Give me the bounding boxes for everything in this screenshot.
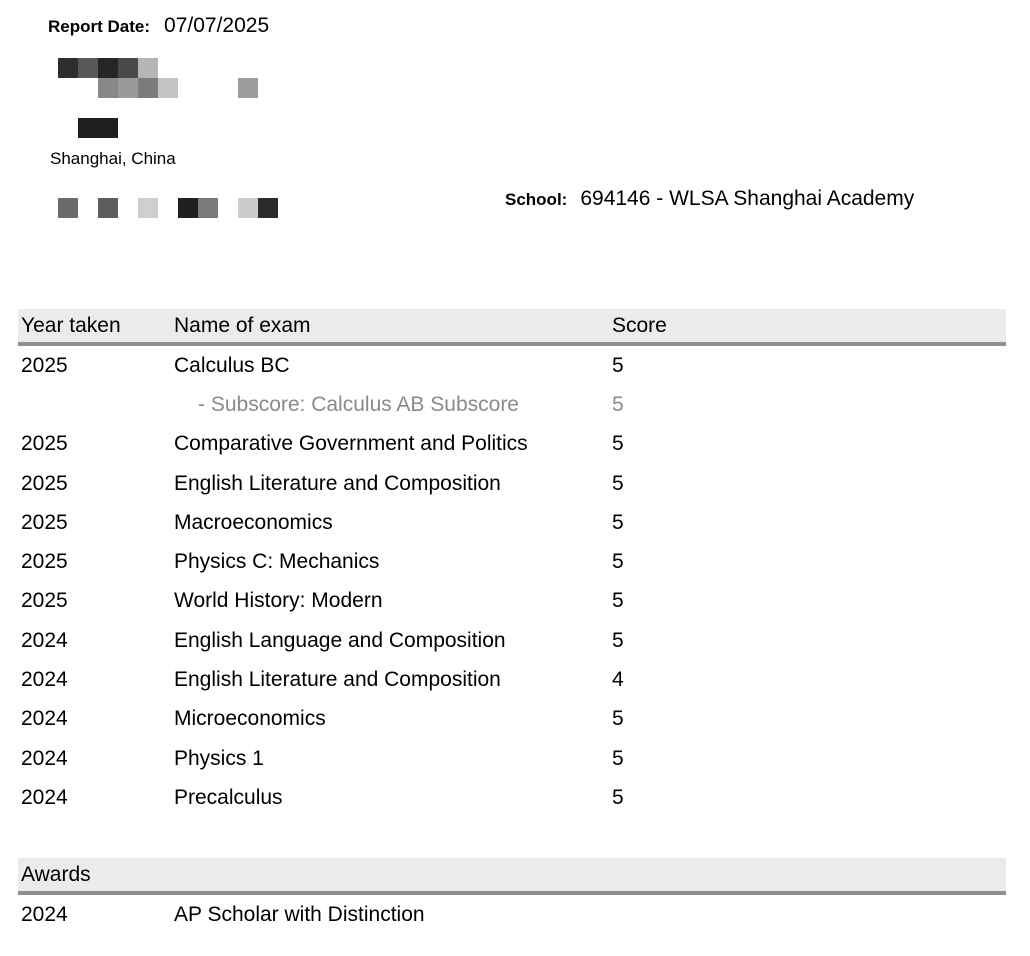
score-cell: 5	[612, 785, 624, 809]
exam-cell: English Language and Composition	[174, 628, 506, 652]
exam-cell: English Literature and Composition	[174, 668, 501, 692]
score-cell: 5	[612, 510, 624, 534]
score-cell: 5	[612, 392, 624, 416]
table-row	[18, 660, 1006, 699]
year-cell: 2024	[21, 785, 68, 809]
awards-table	[18, 858, 1006, 934]
table-row	[18, 739, 1006, 778]
exam-cell: World History: Modern	[174, 589, 383, 613]
year-cell: 2025	[21, 432, 68, 456]
table-row	[18, 895, 1006, 934]
scores-table	[18, 309, 1006, 818]
table-row	[18, 582, 1006, 621]
table-row	[18, 464, 1006, 503]
exam-cell: Precalculus	[174, 785, 283, 809]
scores-table-header	[18, 309, 1006, 346]
score-cell: 5	[612, 707, 624, 731]
exam-cell: Physics 1	[174, 746, 264, 770]
year-cell: 2025	[21, 471, 68, 495]
exam-cell: Microeconomics	[174, 707, 326, 731]
year-cell: 2025	[21, 589, 68, 613]
year-cell: 2025	[21, 510, 68, 534]
exam-cell: English Literature and Composition	[174, 471, 501, 495]
score-cell: 5	[612, 589, 624, 613]
school-info	[505, 187, 914, 211]
year-cell: 2024	[21, 707, 68, 731]
exam-cell: Macroeconomics	[174, 510, 333, 534]
year-cell: 2024	[21, 628, 68, 652]
header-awards: Awards	[21, 862, 91, 886]
table-row	[18, 542, 1006, 581]
school-label: School:	[505, 190, 568, 209]
year-cell: 2024	[21, 902, 68, 926]
school-value: 694146 - WLSA Shanghai Academy	[580, 187, 915, 210]
report-date	[48, 14, 269, 42]
report-date-value: 07/07/2025	[164, 14, 270, 37]
score-cell: 5	[612, 353, 624, 377]
score-cell: 5	[612, 746, 624, 770]
header-name-of-exam: Name of exam	[174, 313, 311, 337]
award-cell: AP Scholar with Distinction	[174, 902, 425, 926]
header-year-taken: Year taken	[21, 313, 121, 337]
table-row	[18, 503, 1006, 542]
city-text: Shanghai, China	[50, 149, 176, 168]
year-cell: 2025	[21, 550, 68, 574]
year-cell: 2024	[21, 746, 68, 770]
year-cell: 2024	[21, 668, 68, 692]
table-row	[18, 778, 1006, 817]
exam-cell: Comparative Government and Politics	[174, 432, 528, 456]
header-score: Score	[612, 313, 667, 337]
year-cell: 2025	[21, 353, 68, 377]
awards-table-header	[18, 858, 1006, 895]
score-cell: 5	[612, 432, 624, 456]
subscore-row	[18, 385, 1006, 424]
table-row	[18, 700, 1006, 739]
score-cell: 5	[612, 471, 624, 495]
exam-cell: Physics C: Mechanics	[174, 550, 380, 574]
exam-cell: Calculus BC	[174, 353, 290, 377]
report-date-label: Report Date:	[48, 17, 151, 36]
score-cell: 5	[612, 628, 624, 652]
table-row	[18, 621, 1006, 660]
table-row	[18, 425, 1006, 464]
score-cell: 4	[612, 668, 624, 692]
table-row	[18, 346, 1006, 385]
exam-cell: - Subscore: Calculus AB Subscore	[198, 392, 519, 416]
score-cell: 5	[612, 550, 624, 574]
